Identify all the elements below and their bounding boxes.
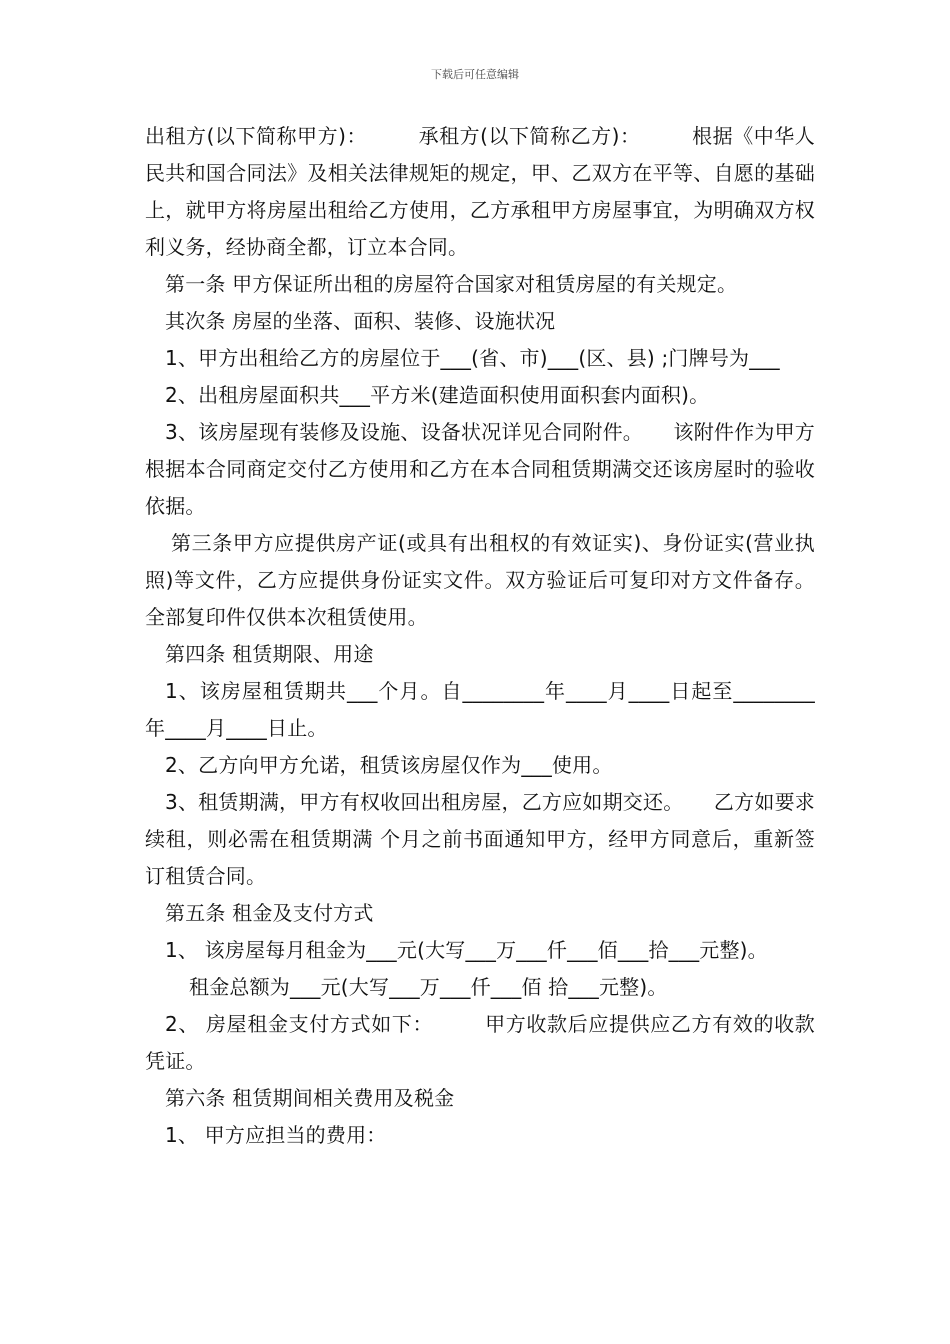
article-2-item-1: 1、甲方出租给乙方的房屋位于___(省、市)___(区、县) ;门牌号为___ — [165, 346, 780, 370]
article-2-item-3: 3、该房屋现有装修及设施、设备状况详见合同附件。 该附件作为甲方根据本合同商定交付乙方使用和乙方在本合同租赁期满交还该房屋时的验收依据。 — [145, 420, 815, 518]
article-4-item-3: 3、租赁期满，甲方有权收回出租房屋，乙方应如期交还。 乙方如要求续租，则必需在租赁期满 个月之前书面通知甲方，经甲方同意后，重新签订租赁合同。 — [145, 790, 815, 888]
contract-body — [145, 118, 815, 1154]
article-4-heading: 第四条 租赁期限、用途 — [165, 642, 374, 666]
page-header: 下载后可任意编辑 — [431, 68, 519, 81]
article-5-rent-total: 租金总额为___元(大写___万___仟___佰 拾___元整)。 — [189, 975, 668, 999]
contract-preamble: 出租方(以下简称甲方)： 承租方(以下简称乙方)： 根据《中华人民共和国合同法》及相关法律规矩的规定，甲、乙双方在平等、自愿的基础上，就甲方将房屋出租给乙方使用，乙方承租甲方房屋事宜，为明确双方权利义务，经协商全都，订立本合同。 — [145, 124, 815, 259]
article-2-heading: 其次条 房屋的坐落、面积、装修、设施状况 — [165, 309, 556, 333]
article-1: 第一条 甲方保证所出租的房屋符合国家对租赁房屋的有关规定。 — [165, 272, 738, 296]
article-4-item-1: 1、该房屋租赁期共___个月。自________年____月____日起至________年____月____日止。 — [145, 679, 815, 740]
article-6-item-1: 1、 甲方应担当的费用： — [165, 1123, 387, 1147]
article-5-heading: 第五条 租金及支付方式 — [165, 901, 374, 925]
article-4-item-2: 2、乙方向甲方允诺，租赁该房屋仅作为___使用。 — [165, 753, 613, 777]
article-5-item-1: 1、 该房屋每月租金为___元(大写___万___仟___佰___拾___元整)。 — [165, 938, 768, 962]
article-5-item-2: 2、 房屋租金支付方式如下： 甲方收款后应提供应乙方有效的收款凭证。 — [145, 1012, 815, 1073]
article-6-heading: 第六条 租赁期间相关费用及税金 — [165, 1086, 455, 1110]
article-3: 第三条甲方应提供房产证(或具有出租权的有效证实)、身份证实(营业执照)等文件，乙方应提供身份证实文件。双方验证后可复印对方文件备存。全部复印件仅供本次租赁使用。 — [145, 531, 815, 629]
article-2-item-2: 2、出租房屋面积共___平方米(建造面积使用面积套内面积)。 — [165, 383, 710, 407]
